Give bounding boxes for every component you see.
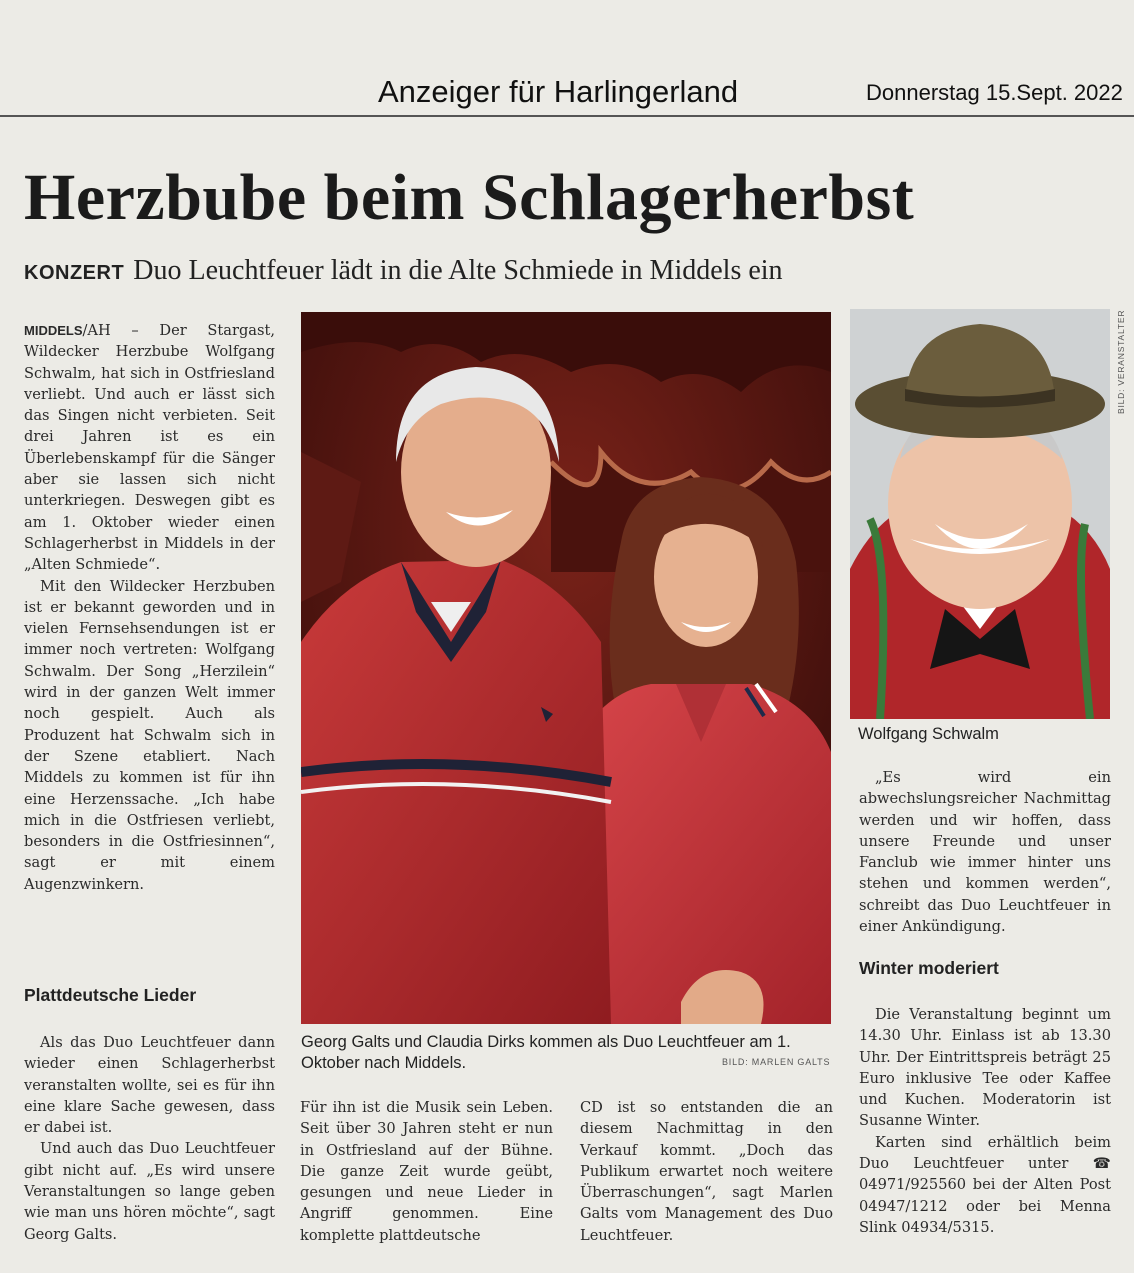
issue-date: Donnerstag 15.Sept. 2022: [866, 80, 1123, 105]
lead-paragraph: [24, 320, 275, 576]
main-photo-caption: Georg Galts und Claudia Dirks kommen als Duo Leuchtfeuer am 1. Oktober nach Middels.: [301, 1033, 791, 1072]
photo-wolfgang-schwalm: [850, 309, 1110, 719]
paragraph: CD ist so entstanden die an diesem Nachmittag in den Verkauf kommt. „Doch das Publikum erwartet noch weitere Überraschungen“, sagt Marlen Galts vom Management des Duo Leuchtfeuer.: [580, 1099, 833, 1244]
newspaper-name: Anzeiger für Harlingerland: [378, 74, 739, 109]
section-heading-winter: Winter moderiert: [859, 958, 999, 978]
article-headline: Herzbube beim Schlagerherbst: [24, 161, 915, 234]
paragraph-text: Der Stargast, Wildecker Herzbube Wolfgang Schwalm, hat sich in Ostfriesland verliebt. Und auch er lässt sich das Singen nicht verbieten. Seit drei Jahren ist es ein Überlebenskampf für die Sänger aber sie lassen sich nicht unterkriegen. Deswegen gibt es am 1. Oktober wieder einen Schlagerherbst in Middels in der „Alten Schmiede“.: [24, 322, 276, 574]
paragraph: Karten sind erhältlich beim Duo Leuchtfeuer unter ☎ 04971/925560 bei der Alten Post 04947/1212 oder bei Menna Slink 04934/5315.: [859, 1133, 1111, 1236]
paragraph: Als das Duo Leuchtfeuer dann wieder einen Schlagerherbst veranstalten wollte, sei es für ihn eine klare Sache gewesen, dass er dabei ist.: [24, 1034, 275, 1137]
side-photo-caption: Wolfgang Schwalm: [858, 725, 999, 743]
dateline-suffix: /AH –: [82, 322, 139, 339]
column-1-lower: [24, 1032, 275, 1245]
paragraph: Für ihn ist die Musik sein Leben. Seit über 30 Jahren steht er nun in Ostfriesland auf der Bühne. Die ganze Zeit wurde geübt, gesungen und neue Lieder in Angriff genommen. Eine komplette plattdeutsche: [300, 1099, 553, 1244]
column-4-upper: [859, 767, 1111, 937]
side-photo-credit: BILD: VERANSTALTER: [1116, 309, 1126, 414]
paragraph: Die Veranstaltung beginnt um 14.30 Uhr. Einlass ist ab 13.30 Uhr. Der Eintrittspreis beträgt 25 Euro inklusive Tee oder Kaffee und Kuchen. Moderatorin ist Susanne Winter.: [859, 1006, 1111, 1130]
section-heading-plattdeutsche: Plattdeutsche Lieder: [24, 985, 197, 1005]
dateline: MIDDELS: [24, 323, 83, 338]
kicker-label: KONZERT: [24, 262, 125, 284]
column-2-lower: [300, 1097, 553, 1246]
masthead-rule: [0, 115, 1134, 117]
paragraph: Mit den Wildecker Herzbuben ist er bekannt geworden und in vielen Fernsehsendungen ist er immer noch vertreten: Wolfgang Schwalm. Der Song „Herzilein“ wird in der ganzen Welt immer noch gespielt. Auch als Produzent hat Schwalm sich in der Szene etabliert. Nach Middels zu kommen ist für ihn eine Herzenssache. „Ich habe mich in die Ostfriesen verliebt, besonders in die Ostfriesinnen“, sagt er mit einem Augenzwinkern.: [24, 577, 275, 893]
photo-duo-leuchtfeuer: [301, 312, 831, 1024]
paragraph: „Es wird ein abwechslungsreicher Nachmittag werden und wir hoffen, dass unsere Freunde und unser Fanclub wie immer hinter uns stehen und kommen werden“, schreibt das Duo Leuchtfeuer in einer Ankündigung.: [859, 769, 1111, 936]
column-4-lower: [859, 1004, 1111, 1238]
column-3-lower: [580, 1097, 833, 1246]
article-subheadline-row: [24, 255, 783, 287]
column-1-upper: [24, 320, 275, 895]
paragraph: Und auch das Duo Leuchtfeuer gibt nicht auf. „Es wird unsere Veranstaltungen so lange geben wie man uns hören möchte“, sagt Georg Galts.: [24, 1140, 275, 1243]
main-photo-credit: BILD: MARLEN GALTS: [722, 1057, 831, 1067]
article-subheadline: Duo Leuchtfeuer lädt in die Alte Schmiede in Middels ein: [133, 255, 783, 286]
